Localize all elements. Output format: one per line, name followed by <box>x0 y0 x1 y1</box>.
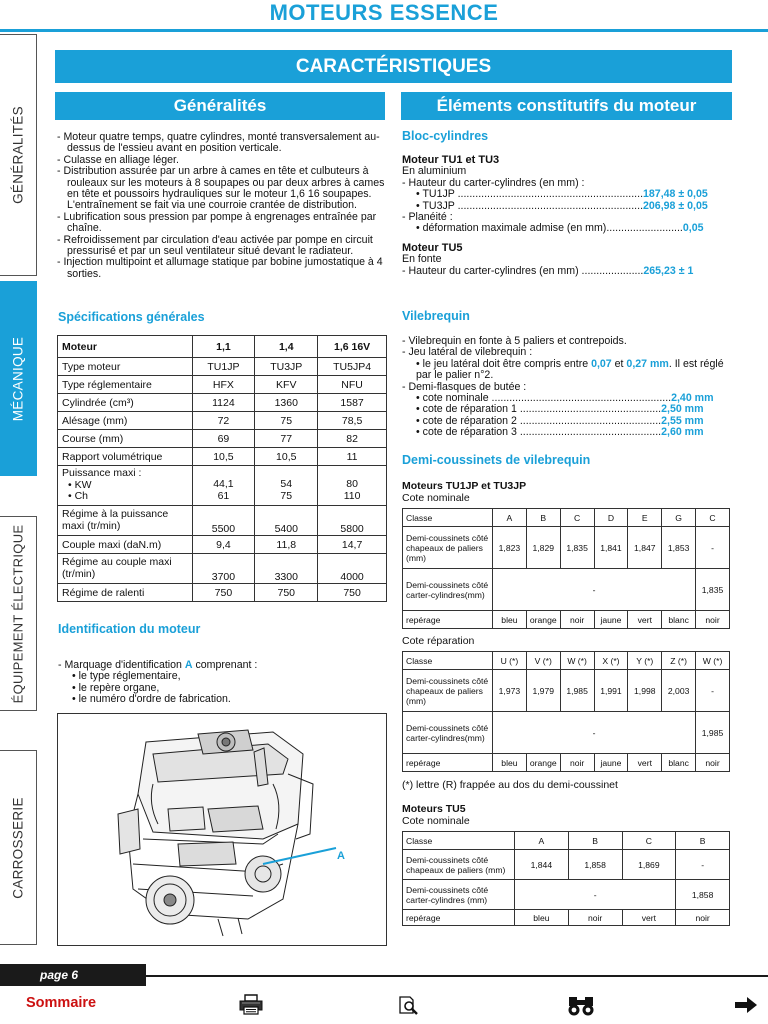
flasque-row <box>402 393 730 404</box>
jeu-prefix: • le jeu latéral doit être compris entre <box>416 357 592 370</box>
engine-illustration <box>58 714 386 945</box>
cell: 1,979 <box>526 670 560 712</box>
col-header: V (*) <box>526 652 560 670</box>
cote-reparation-label: Cote réparation <box>402 635 475 647</box>
cell: 1,869 <box>622 850 676 880</box>
cell: 3300 <box>255 554 318 584</box>
tu5-height-row <box>402 266 730 277</box>
row-label: Demi-coussinets côté carter-cylindres(mm) <box>403 569 493 611</box>
cell: 78,5 <box>318 412 387 430</box>
table-row <box>403 712 730 754</box>
cell: 1,998 <box>628 670 662 712</box>
figure-callout-a: A <box>337 850 345 862</box>
col-header: A <box>515 832 569 850</box>
cell: 72 <box>192 412 255 430</box>
coussinets-repair-table <box>402 651 730 772</box>
cell: - <box>493 569 696 611</box>
cell: 82 <box>318 430 387 448</box>
row-label: Rapport volumétrique <box>58 448 193 466</box>
tu1-material: En aluminium <box>402 165 467 178</box>
jeu-suffix: . Il est réglé par le palier n°2. <box>416 357 724 382</box>
identification-bullet: • le type réglementaire, <box>72 670 181 683</box>
tu1jp-value: 187,48 ± 0,05 <box>643 189 708 201</box>
cell: noir <box>696 754 730 772</box>
cell: - <box>676 850 730 880</box>
title-underline <box>0 29 768 32</box>
table-row <box>58 412 387 430</box>
row-label <box>58 466 193 506</box>
generalites-item: - Distribution assurée par un arbre à cames en tête et culbuteurs à rouleaux sur les moteurs à 8 soupapes ou par deux arbres à cames en tête et poussoirs hydrauliques sur le moteur 1,6 16 soupapes. L'entraînement se fait via une courroie crantée de distribution. <box>57 165 385 212</box>
col-header: Classe <box>403 832 515 850</box>
cell: 10,5 <box>192 448 255 466</box>
flasque-label: • cote de réparation 3 ................................................ <box>416 427 662 439</box>
ch-value: 61 <box>217 489 230 502</box>
cell: jaune <box>594 611 628 629</box>
tu1jp-label: • TU1JP ............................................................... <box>416 189 644 201</box>
page-number-bar <box>0 964 146 986</box>
cell: 11,8 <box>255 536 318 554</box>
cell: 1124 <box>192 394 255 412</box>
flasque-row <box>402 427 730 438</box>
page-number: page 6 <box>40 968 79 982</box>
cote-nominale-label: Cote nominale <box>402 492 470 504</box>
cell: vert <box>628 754 662 772</box>
tab-generalites-label: GÉNÉRALITÉS <box>10 106 26 204</box>
row-label: Course (mm) <box>58 430 193 448</box>
generalites-list <box>57 132 387 280</box>
row-label: Demi-coussinets côté chapeaux de paliers (mm) <box>403 850 515 880</box>
table-row <box>58 430 387 448</box>
tu3jp-value: 206,98 ± 0,05 <box>643 200 708 212</box>
tab-equipement-electrique[interactable] <box>0 516 37 711</box>
cell: orange <box>526 754 560 772</box>
table-row <box>403 850 730 880</box>
ch-label: • Ch <box>68 490 89 503</box>
cell: 14,7 <box>318 536 387 554</box>
cell: bleu <box>493 611 527 629</box>
kw-value: 44,1 <box>213 478 234 490</box>
col-header: Classe <box>403 509 493 527</box>
cell: blanc <box>662 754 696 772</box>
marking-prefix: - Marquage d'identification <box>58 659 185 671</box>
cell: noir <box>560 611 594 629</box>
cell: bleu <box>515 910 569 926</box>
cell: 750 <box>318 584 387 602</box>
bloc-cylindres-section <box>402 155 730 277</box>
col-header: C <box>696 509 730 527</box>
vilebrequin-section <box>402 336 730 439</box>
cell: noir <box>696 611 730 629</box>
cell: 1,844 <box>515 850 569 880</box>
generalites-item: - Moteur quatre temps, quatre cylindres, monté transversalement au-dessus de l'essieu avant en position verticale. <box>57 131 380 155</box>
cell: 5800 <box>318 506 387 536</box>
cell: TU1JP <box>192 358 255 376</box>
cell: 10,5 <box>255 448 318 466</box>
flasque-label: • cote nominale ............................................................. <box>416 393 672 405</box>
cell <box>318 466 387 506</box>
kw-value: 54 <box>280 478 293 490</box>
col-header: C <box>560 509 594 527</box>
tu5-cote-nominale-label: Cote nominale <box>402 815 470 827</box>
row-label: Type réglementaire <box>58 376 193 394</box>
row-label: Couple maxi (daN.m) <box>58 536 193 554</box>
cell: orange <box>526 611 560 629</box>
jeu-lateral-line <box>402 359 730 382</box>
row-label: Régime à la puissance maxi (tr/min) <box>58 506 193 536</box>
coussinets-tu5-title: Moteurs TU5 <box>402 803 466 815</box>
col-header: G <box>662 509 696 527</box>
footer-rule <box>146 975 768 977</box>
table-row <box>403 527 730 569</box>
vilebrequin-line: - Jeu latéral de vilebrequin : <box>402 346 533 359</box>
marking-letter: A <box>184 659 193 671</box>
table-row <box>403 670 730 712</box>
tu3jp-label: • TU3JP ............................................................... <box>416 200 644 212</box>
cell: 1360 <box>255 394 318 412</box>
specs-header-row <box>58 336 387 358</box>
cell: 1,823 <box>493 527 527 569</box>
jeu-mid: et <box>611 357 627 370</box>
cell: 1,847 <box>628 527 662 569</box>
section-title: CARACTÉRISTIQUES <box>55 50 732 83</box>
vilebrequin-line: - Vilebrequin en fonte à 5 paliers et contrepoids. <box>402 335 627 347</box>
row-label: Demi-coussinets côté carter-cylindres(mm) <box>403 712 493 754</box>
table-row <box>58 394 387 412</box>
col-header: X (*) <box>594 652 628 670</box>
col-header: Classe <box>403 652 493 670</box>
binoculars-icon[interactable] <box>566 994 596 1016</box>
table-row <box>403 910 730 926</box>
coussinets-tu1-title: Moteurs TU1JP et TU3JP <box>402 480 527 492</box>
engine-figure <box>57 713 387 946</box>
cell: KFV <box>255 376 318 394</box>
row-label: Régime au couple maxi (tr/min) <box>58 554 193 584</box>
row-label: Type moteur <box>58 358 193 376</box>
cell: 1,841 <box>594 527 628 569</box>
table-row <box>403 832 730 850</box>
deformation-row <box>402 223 730 234</box>
cell: noir <box>676 910 730 926</box>
cell <box>192 466 255 506</box>
cell: 5400 <box>255 506 318 536</box>
tu1-height-label: - Hauteur du carter-cylindres (en mm) : <box>402 176 585 189</box>
elements-heading: Éléments constitutifs du moteur <box>401 92 732 120</box>
flasque-row <box>402 416 730 427</box>
jeu-max: 0,27 mm <box>626 357 669 370</box>
cell: - <box>493 712 696 754</box>
flasque-value: 2,60 mm <box>661 427 704 439</box>
flasque-value: 2,50 mm <box>661 404 704 416</box>
page-title: MOTEURS ESSENCE <box>269 0 499 25</box>
col-header: W (*) <box>696 652 730 670</box>
cell: 9,4 <box>192 536 255 554</box>
cell: 77 <box>255 430 318 448</box>
kw-label: • KW <box>68 478 92 491</box>
identification-heading: Identification du moteur <box>58 622 201 636</box>
printer-icon[interactable] <box>238 993 264 1015</box>
tu5-material: En fonte <box>402 253 442 266</box>
generalites-heading: Généralités <box>55 92 385 120</box>
vilebrequin-heading: Vilebrequin <box>402 309 470 323</box>
tab-mecanique-label: MÉCANIQUE <box>10 336 26 421</box>
cell: 2,003 <box>662 670 696 712</box>
row-label: Régime de ralenti <box>58 584 193 602</box>
table-row <box>58 554 387 584</box>
repair-footnote: (*) lettre (R) frappée au dos du demi-coussinet <box>402 779 618 791</box>
bloc-heading: Bloc-cylindres <box>402 129 489 143</box>
flasque-value: 2,55 mm <box>661 415 704 427</box>
flasque-value: 2,40 mm <box>671 393 714 405</box>
row-label: repérage <box>403 910 515 926</box>
cell: 750 <box>255 584 318 602</box>
specs-heading: Spécifications générales <box>58 310 205 324</box>
tu5-title: Moteur TU5 <box>402 241 463 254</box>
specs-col-header: 1,4 <box>255 336 318 358</box>
row-label: repérage <box>403 754 493 772</box>
tab-equipement-electrique-label: ÉQUIPEMENT ÉLECTRIQUE <box>10 524 26 703</box>
tab-carrosserie[interactable] <box>0 750 37 945</box>
cell: blanc <box>662 611 696 629</box>
vilebrequin-line: - Demi-flasques de butée : <box>402 380 527 393</box>
row-label: repérage <box>403 611 493 629</box>
cell: vert <box>622 910 676 926</box>
cell: 11 <box>318 448 387 466</box>
col-header: W (*) <box>560 652 594 670</box>
row-label: Alésage (mm) <box>58 412 193 430</box>
cell: 4000 <box>318 554 387 584</box>
specs-col-header: 1,1 <box>192 336 255 358</box>
col-header: A <box>493 509 527 527</box>
tab-generalites[interactable] <box>0 34 37 276</box>
table-row <box>58 358 387 376</box>
col-header: Y (*) <box>628 652 662 670</box>
table-row <box>58 536 387 554</box>
cell: 1,835 <box>560 527 594 569</box>
cell: 1,858 <box>568 850 622 880</box>
table-row <box>403 880 730 910</box>
tab-carrosserie-label: CARROSSERIE <box>10 796 26 899</box>
coussinets-nominal-table <box>402 508 730 629</box>
specs-table <box>57 335 387 602</box>
cell: 1,858 <box>676 880 730 910</box>
cell: vert <box>628 611 662 629</box>
col-header: B <box>676 832 730 850</box>
generalites-item: - Refroidissement par circulation d'eau activée par pompe en circuit pressurisé et par un seul ventilateur situé devant le radiateur. <box>57 233 373 258</box>
coussinets-heading: Demi-coussinets de vilebrequin <box>402 453 591 467</box>
col-header: Z (*) <box>662 652 696 670</box>
ch-value: 75 <box>280 489 293 502</box>
flasque-row <box>402 404 730 415</box>
cell: - <box>515 880 676 910</box>
row-label: Demi-coussinets côté carter-cylindres (mm) <box>403 880 515 910</box>
table-row <box>403 754 730 772</box>
table-row <box>403 569 730 611</box>
specs-col-header: Moteur <box>58 336 193 358</box>
kw-value: 80 <box>346 478 358 490</box>
cell: 5500 <box>192 506 255 536</box>
cell: TU5JP4 <box>318 358 387 376</box>
cell: NFU <box>318 376 387 394</box>
jeu-min: 0,07 <box>591 357 612 370</box>
tu1-title: Moteur TU1 et TU3 <box>402 154 500 166</box>
flasque-label: • cote de réparation 2 ................................................ <box>416 415 662 427</box>
cell: 1,973 <box>493 670 527 712</box>
cell: 1,835 <box>696 569 730 611</box>
puissance-label: Puissance maxi : <box>62 467 142 480</box>
table-row <box>58 506 387 536</box>
row-label: Demi-coussinets côté chapeaux de paliers (mm) <box>403 527 493 569</box>
col-header: E <box>628 509 662 527</box>
identification-text <box>58 660 388 706</box>
cell: 1,985 <box>560 670 594 712</box>
tab-mecanique[interactable] <box>0 281 37 476</box>
tu5-height-label: - Hauteur du carter-cylindres (en mm) ..................... <box>402 265 644 277</box>
planeite-label: - Planéité : <box>402 211 453 224</box>
table-row <box>58 448 387 466</box>
tu1jp-row <box>402 189 730 200</box>
cell: bleu <box>493 754 527 772</box>
deformation-label: • déformation maximale admise (en mm).......................... <box>416 223 683 235</box>
tu5-height-value: 265,23 ± 1 <box>643 265 694 277</box>
marking-suffix: comprenant : <box>192 659 258 671</box>
next-arrow-icon[interactable] <box>734 996 758 1014</box>
cell: 1,991 <box>594 670 628 712</box>
row-label: Demi-coussinets côté chapeaux de paliers (mm) <box>403 670 493 712</box>
identification-bullet: • le numéro d'ordre de fabrication. <box>72 693 231 706</box>
specs-col-header: 1,6 16V <box>318 336 387 358</box>
deformation-value: 0,05 <box>682 223 704 235</box>
cell: - <box>696 527 730 569</box>
col-header: U (*) <box>493 652 527 670</box>
col-header: B <box>526 509 560 527</box>
cell: noir <box>560 754 594 772</box>
cell: 750 <box>192 584 255 602</box>
cell: 1,829 <box>526 527 560 569</box>
cell: - <box>696 670 730 712</box>
generalites-item: - Lubrification sous pression par pompe à engrenages entraînée par chaîne. <box>57 210 377 235</box>
ch-value: 110 <box>343 489 361 502</box>
cell: 75 <box>255 412 318 430</box>
col-header: D <box>594 509 628 527</box>
generalites-item: - Injection multipoint et allumage statique par bobine jumostatique à 4 sorties. <box>57 256 383 280</box>
table-row <box>58 584 387 602</box>
sommaire-link[interactable]: Sommaire <box>26 995 97 1011</box>
table-row <box>403 652 730 670</box>
table-row <box>403 509 730 527</box>
cell: 1,985 <box>696 712 730 754</box>
cell: 3700 <box>192 554 255 584</box>
table-row <box>403 611 730 629</box>
coussinets-tu5-table <box>402 831 730 926</box>
flasque-label: • cote de réparation 1 ................................................ <box>416 404 662 416</box>
cell: HFX <box>192 376 255 394</box>
col-header: B <box>568 832 622 850</box>
row-label: Cylindrée (cm³) <box>58 394 193 412</box>
cell: noir <box>568 910 622 926</box>
cell <box>255 466 318 506</box>
cell: TU3JP <box>255 358 318 376</box>
cell: 1,853 <box>662 527 696 569</box>
cell: 1587 <box>318 394 387 412</box>
table-row <box>58 376 387 394</box>
cell: jaune <box>594 754 628 772</box>
search-document-icon[interactable] <box>398 995 420 1015</box>
generalites-item: - Culasse en alliage léger. <box>57 153 179 166</box>
cell: 69 <box>192 430 255 448</box>
identification-bullet: • le repère organe, <box>72 681 160 694</box>
col-header: C <box>622 832 676 850</box>
table-row <box>58 466 387 506</box>
